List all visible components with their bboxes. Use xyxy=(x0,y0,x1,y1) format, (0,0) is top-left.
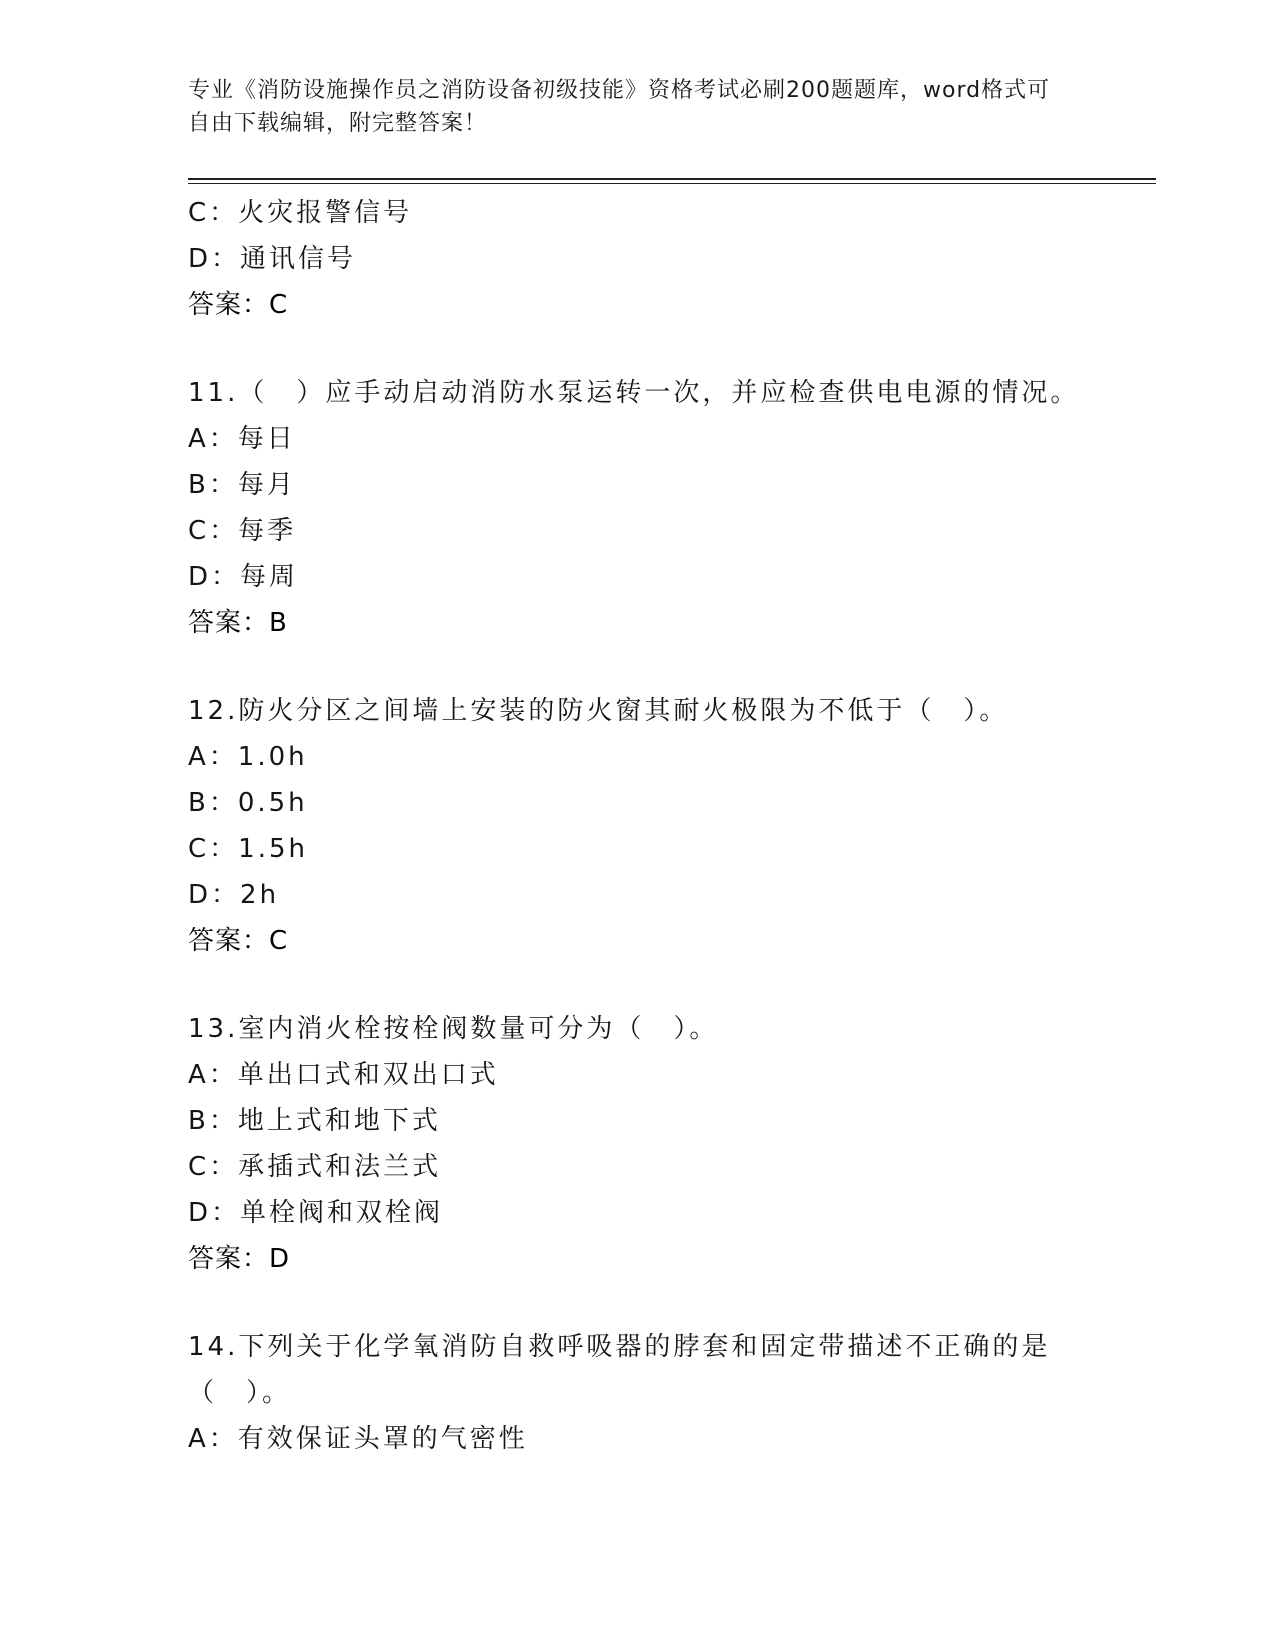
question-11 xyxy=(188,370,1088,646)
option-b: B：0.5h xyxy=(188,788,308,818)
option-c: C：每季 xyxy=(188,516,297,546)
header-divider xyxy=(188,178,1156,180)
answer: 答案：C xyxy=(188,926,289,956)
header-divider-thin xyxy=(188,183,1156,184)
question-text: 11.（ ）应手动启动消防水泵运转一次，并应检查供电电源的情况。 xyxy=(188,378,1080,408)
option-c: C：火灾报警信号 xyxy=(188,198,413,228)
question-13 xyxy=(188,1006,1088,1282)
question-text: 14.下列关于化学氧消防自救呼吸器的脖套和固定带描述不正确的是（ ）。 xyxy=(188,1332,1051,1408)
option-d: D：每周 xyxy=(188,562,299,592)
question-text: 12.防火分区之间墙上安装的防火窗其耐火极限为不低于（ ）。 xyxy=(188,696,1009,726)
question-14 xyxy=(188,1324,1088,1462)
option-a: A：1.0h xyxy=(188,742,308,772)
option-d: D：单栓阀和双栓阀 xyxy=(188,1198,444,1228)
option-a: A：单出口式和双出口式 xyxy=(188,1060,499,1090)
option-c: C：承插式和法兰式 xyxy=(188,1152,442,1182)
page-header: 专业《消防设施操作员之消防设备初级技能》资格考试必刷200题题库，word格式可自由下载编辑，附完整答案！ xyxy=(188,78,1051,136)
option-b: B：地上式和地下式 xyxy=(188,1106,441,1136)
option-a: A：每日 xyxy=(188,424,296,454)
question-12 xyxy=(188,688,1088,964)
option-c: C：1.5h xyxy=(188,834,308,864)
answer: 答案：D xyxy=(188,1244,291,1274)
option-d: D：2h xyxy=(188,880,280,910)
option-d: D：通讯信号 xyxy=(188,244,357,274)
answer: 答案：C xyxy=(188,290,289,320)
question-text: 13.室内消火栓按栓阀数量可分为（ ）。 xyxy=(188,1014,719,1044)
option-b: B：每月 xyxy=(188,470,296,500)
question-list xyxy=(188,190,1088,1462)
continued-question xyxy=(188,190,1088,328)
answer: 答案：B xyxy=(188,608,288,638)
option-a: A：有效保证头罩的气密性 xyxy=(188,1424,528,1454)
